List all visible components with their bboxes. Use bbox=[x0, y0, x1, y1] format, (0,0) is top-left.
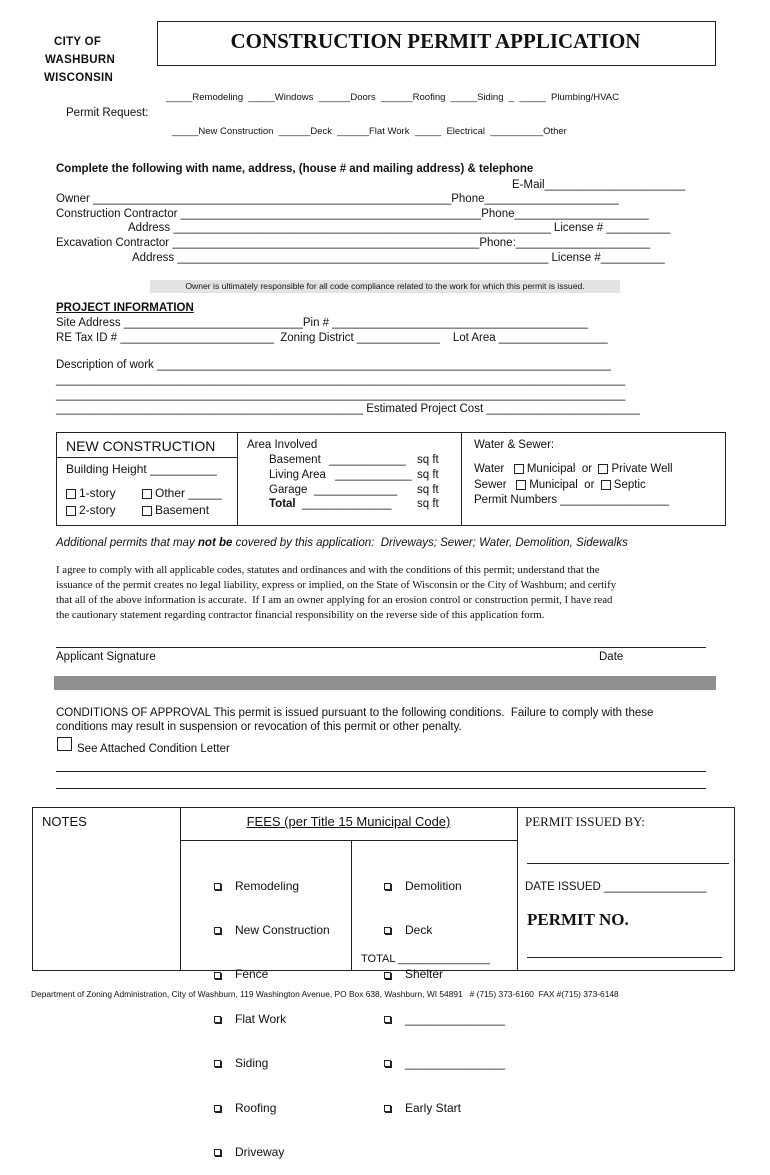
fee-label: Driveway bbox=[235, 1144, 285, 1159]
checkbox[interactable] bbox=[384, 1060, 391, 1067]
issued-by-line[interactable] bbox=[527, 863, 729, 864]
checkbox[interactable] bbox=[384, 927, 391, 934]
city-line1: CITY OF bbox=[54, 36, 102, 48]
estimated-cost-field[interactable]: ________________________________________________ Estimated Project Cost ________________________ bbox=[56, 403, 640, 415]
area-total-field[interactable]: ______________ bbox=[302, 498, 392, 510]
checkbox[interactable] bbox=[142, 489, 152, 499]
checkbox[interactable] bbox=[214, 927, 221, 934]
description-line[interactable]: _________________________________________________________________________________________ bbox=[56, 374, 626, 386]
building-height-field[interactable]: Building Height __________ bbox=[66, 462, 217, 476]
story1-option[interactable] bbox=[66, 486, 116, 500]
owner-field[interactable]: Owner ________________________________________________________Phone_____________________ bbox=[56, 193, 619, 205]
description-line[interactable]: _________________________________________________________________________________________ bbox=[56, 389, 626, 401]
divider bbox=[57, 457, 237, 458]
sewer-row bbox=[474, 479, 646, 491]
municipal-label: Municipal bbox=[526, 463, 576, 475]
unit: sq ft bbox=[417, 469, 439, 481]
divider bbox=[180, 840, 517, 841]
signature-line[interactable] bbox=[56, 647, 706, 648]
permit-numbers-field[interactable]: Permit Numbers _________________ bbox=[474, 494, 669, 506]
permit-no-label: PERMIT NO. bbox=[527, 910, 629, 929]
notes-label: NOTES bbox=[42, 814, 87, 829]
fees-left-list bbox=[214, 849, 330, 1175]
fee-label: Remodeling bbox=[235, 878, 300, 893]
septic-label: Septic bbox=[613, 479, 646, 491]
agreement-line: the cautionary statement regarding contractor financial responsibility on the reverse side of this application form. bbox=[56, 609, 545, 621]
additional-pre: Additional permits that may bbox=[56, 537, 198, 549]
other-label: Other _____ bbox=[155, 486, 222, 500]
fee-label: Demolition bbox=[405, 878, 462, 893]
checkbox[interactable] bbox=[66, 506, 76, 516]
divider bbox=[351, 840, 352, 970]
site-address-field[interactable]: Site Address ____________________________Pin # ________________________________________ bbox=[56, 317, 589, 329]
separator-bar bbox=[54, 676, 716, 690]
agreement-line: that all of the above information is accurate. If I am an owner applying for an erosion control or construction permit, I have read bbox=[56, 594, 613, 606]
fee-item[interactable] bbox=[384, 1056, 505, 1071]
water-label: Water bbox=[474, 463, 505, 475]
fee-item[interactable] bbox=[214, 923, 330, 938]
basement-label: Basement bbox=[155, 503, 210, 517]
conditions-line2: conditions may result in suspension or revocation of this permit or other penalty. bbox=[56, 721, 462, 733]
fee-label: Deck bbox=[405, 922, 433, 937]
conditions-line[interactable] bbox=[56, 771, 706, 772]
checkbox[interactable] bbox=[214, 1105, 221, 1112]
footer-address: Department of Zoning Administration, City of Washburn, 119 Washington Avenue, PO Box 638, Washburn, WI 54891 # (715) 373-6160 FAX #(715) 373-6148 bbox=[31, 989, 619, 999]
checkbox[interactable] bbox=[214, 1060, 221, 1067]
page-title: CONSTRUCTION PERMIT APPLICATION bbox=[230, 29, 641, 53]
checkbox[interactable] bbox=[214, 1149, 221, 1156]
sewer-label: Sewer bbox=[474, 479, 507, 491]
area-living-label: Living Area bbox=[269, 469, 326, 481]
area-garage-label: Garage bbox=[269, 484, 308, 496]
date-label: Date bbox=[599, 651, 624, 663]
permit-issued-by-label: PERMIT ISSUED BY: bbox=[525, 814, 645, 829]
email-field[interactable]: E-Mail______________________ bbox=[512, 179, 686, 191]
attached-letter-label: See Attached Condition Letter bbox=[77, 743, 230, 755]
excavation-field[interactable]: Excavation Contractor ________________________________________________Phone:_____________________ bbox=[56, 237, 651, 249]
or-label: or bbox=[581, 463, 593, 475]
fee-label: New Construction bbox=[235, 922, 330, 937]
permit-no-line[interactable] bbox=[527, 957, 722, 958]
conditions-line1: CONDITIONS OF APPROVAL This permit is issued pursuant to the following conditions. Failure to comply with these bbox=[56, 707, 654, 719]
fee-item[interactable] bbox=[384, 1101, 505, 1116]
story1-label: 1-story bbox=[79, 486, 116, 500]
additional-post: covered by this application: Driveways; Sewer; Water, Demolition, Sidewalks bbox=[232, 537, 628, 549]
description-field[interactable]: Description of work _______________________________________________________________________ bbox=[56, 359, 612, 371]
municipal-label: Municipal bbox=[529, 479, 578, 491]
fee-label: _______________ bbox=[405, 1011, 506, 1026]
fee-item[interactable] bbox=[214, 967, 330, 982]
story2-label: 2-story bbox=[79, 503, 116, 517]
permit-request-label: Permit Request: bbox=[66, 107, 149, 119]
fee-item[interactable] bbox=[214, 1101, 330, 1116]
area-living-field[interactable]: ____________ bbox=[335, 469, 412, 481]
excavation-address-field[interactable]: Address __________________________________________________________ License #__________ bbox=[132, 252, 665, 264]
contacts-heading: Complete the following with name, address, (house # and mailing address) & telephone bbox=[56, 163, 534, 175]
fees-title: FEES (per Title 15 Municipal Code) bbox=[246, 814, 451, 829]
divider bbox=[180, 807, 181, 970]
checkbox[interactable] bbox=[66, 489, 76, 499]
contractor-address-field[interactable]: Address ___________________________________________________________ License # __________ bbox=[128, 222, 671, 234]
fee-label: Fence bbox=[235, 967, 269, 982]
area-title: Area Involved bbox=[247, 439, 318, 451]
unit: sq ft bbox=[417, 498, 439, 510]
private-well-label: Private Well bbox=[611, 463, 673, 475]
fee-label: Flat Work bbox=[235, 1011, 287, 1026]
tax-zoning-field[interactable]: RE Tax ID # ________________________ Zoning District _____________ Lot Area _________________ bbox=[56, 332, 608, 344]
checkbox[interactable] bbox=[516, 480, 526, 490]
total-field[interactable]: TOTAL _______________ bbox=[361, 953, 490, 965]
city-line2: WASHBURN bbox=[45, 54, 116, 66]
fee-label: _______________ bbox=[405, 1056, 506, 1071]
permit-types-row1[interactable]: _____Remodeling _____Windows ______Doors ______Roofing _____Siding _ _____ Plumbing/HVAC bbox=[166, 92, 619, 103]
checkbox[interactable] bbox=[214, 883, 221, 890]
checkbox[interactable] bbox=[214, 1016, 221, 1023]
checkbox[interactable] bbox=[384, 1016, 391, 1023]
checkbox[interactable] bbox=[598, 464, 608, 474]
area-garage-field[interactable]: _____________ bbox=[314, 484, 398, 496]
area-basement-field[interactable]: ____________ bbox=[329, 454, 406, 466]
city-line3: WISCONSIN bbox=[44, 72, 114, 84]
checkbox[interactable] bbox=[514, 464, 524, 474]
checkbox[interactable] bbox=[142, 506, 152, 516]
area-basement-label: Basement bbox=[269, 454, 321, 466]
additional-permits bbox=[56, 537, 628, 549]
fee-item[interactable] bbox=[384, 923, 505, 938]
fee-item[interactable] bbox=[384, 967, 505, 982]
fee-item[interactable] bbox=[384, 879, 505, 894]
fee-item[interactable] bbox=[214, 1145, 330, 1160]
fee-item[interactable] bbox=[214, 1012, 330, 1027]
divider bbox=[461, 432, 462, 525]
permit-types-row2[interactable]: _____New Construction ______Deck ______Flat Work _____ Electrical __________Other bbox=[172, 126, 567, 137]
area-total-label: Total bbox=[269, 498, 296, 510]
new-construction-title: NEW CONSTRUCTION bbox=[66, 438, 216, 454]
agreement-line: issuance of the permit creates no legal liability, express or implied, on the State of Wisconsin or the City of Washburn; and certify bbox=[56, 579, 617, 591]
fee-item[interactable] bbox=[214, 879, 330, 894]
checkbox[interactable] bbox=[384, 972, 391, 979]
fee-label: Early Start bbox=[405, 1100, 462, 1115]
additional-bold: not be bbox=[197, 537, 233, 549]
water-row bbox=[474, 463, 673, 475]
attached-letter-checkbox[interactable] bbox=[57, 737, 72, 751]
conditions-line[interactable] bbox=[56, 788, 706, 789]
fee-label: Siding bbox=[235, 1056, 269, 1071]
basement-option[interactable] bbox=[142, 503, 209, 517]
water-title: Water & Sewer: bbox=[474, 439, 555, 451]
agreement-line: I agree to comply with all applicable codes, statutes and ordinances and with the conditions of this permit; understand that the bbox=[56, 564, 600, 576]
divider bbox=[517, 807, 518, 970]
unit: sq ft bbox=[417, 484, 439, 496]
fee-item[interactable] bbox=[384, 1012, 505, 1027]
owner-responsibility-note: Owner is ultimately responsible for all code compliance related to the work for which this permit is issued. bbox=[150, 280, 620, 293]
fee-item[interactable] bbox=[214, 1056, 330, 1071]
checkbox[interactable] bbox=[384, 1105, 391, 1112]
checkbox[interactable] bbox=[384, 883, 391, 890]
date-issued-field[interactable]: DATE ISSUED ________________ bbox=[525, 881, 707, 893]
checkbox[interactable] bbox=[601, 480, 611, 490]
unit: sq ft bbox=[417, 454, 439, 466]
divider bbox=[237, 432, 238, 525]
fee-label: Shelter bbox=[405, 967, 444, 982]
signature-label: Applicant Signature bbox=[56, 651, 156, 663]
fee-label: Roofing bbox=[235, 1100, 277, 1115]
other-option[interactable] bbox=[142, 486, 222, 500]
contractor-field[interactable]: Construction Contractor _______________________________________________Phone_____________________ bbox=[56, 208, 649, 220]
checkbox[interactable] bbox=[214, 972, 221, 979]
or-label: or bbox=[584, 479, 595, 491]
project-heading: PROJECT INFORMATION bbox=[56, 302, 194, 314]
story2-option[interactable] bbox=[66, 503, 116, 517]
